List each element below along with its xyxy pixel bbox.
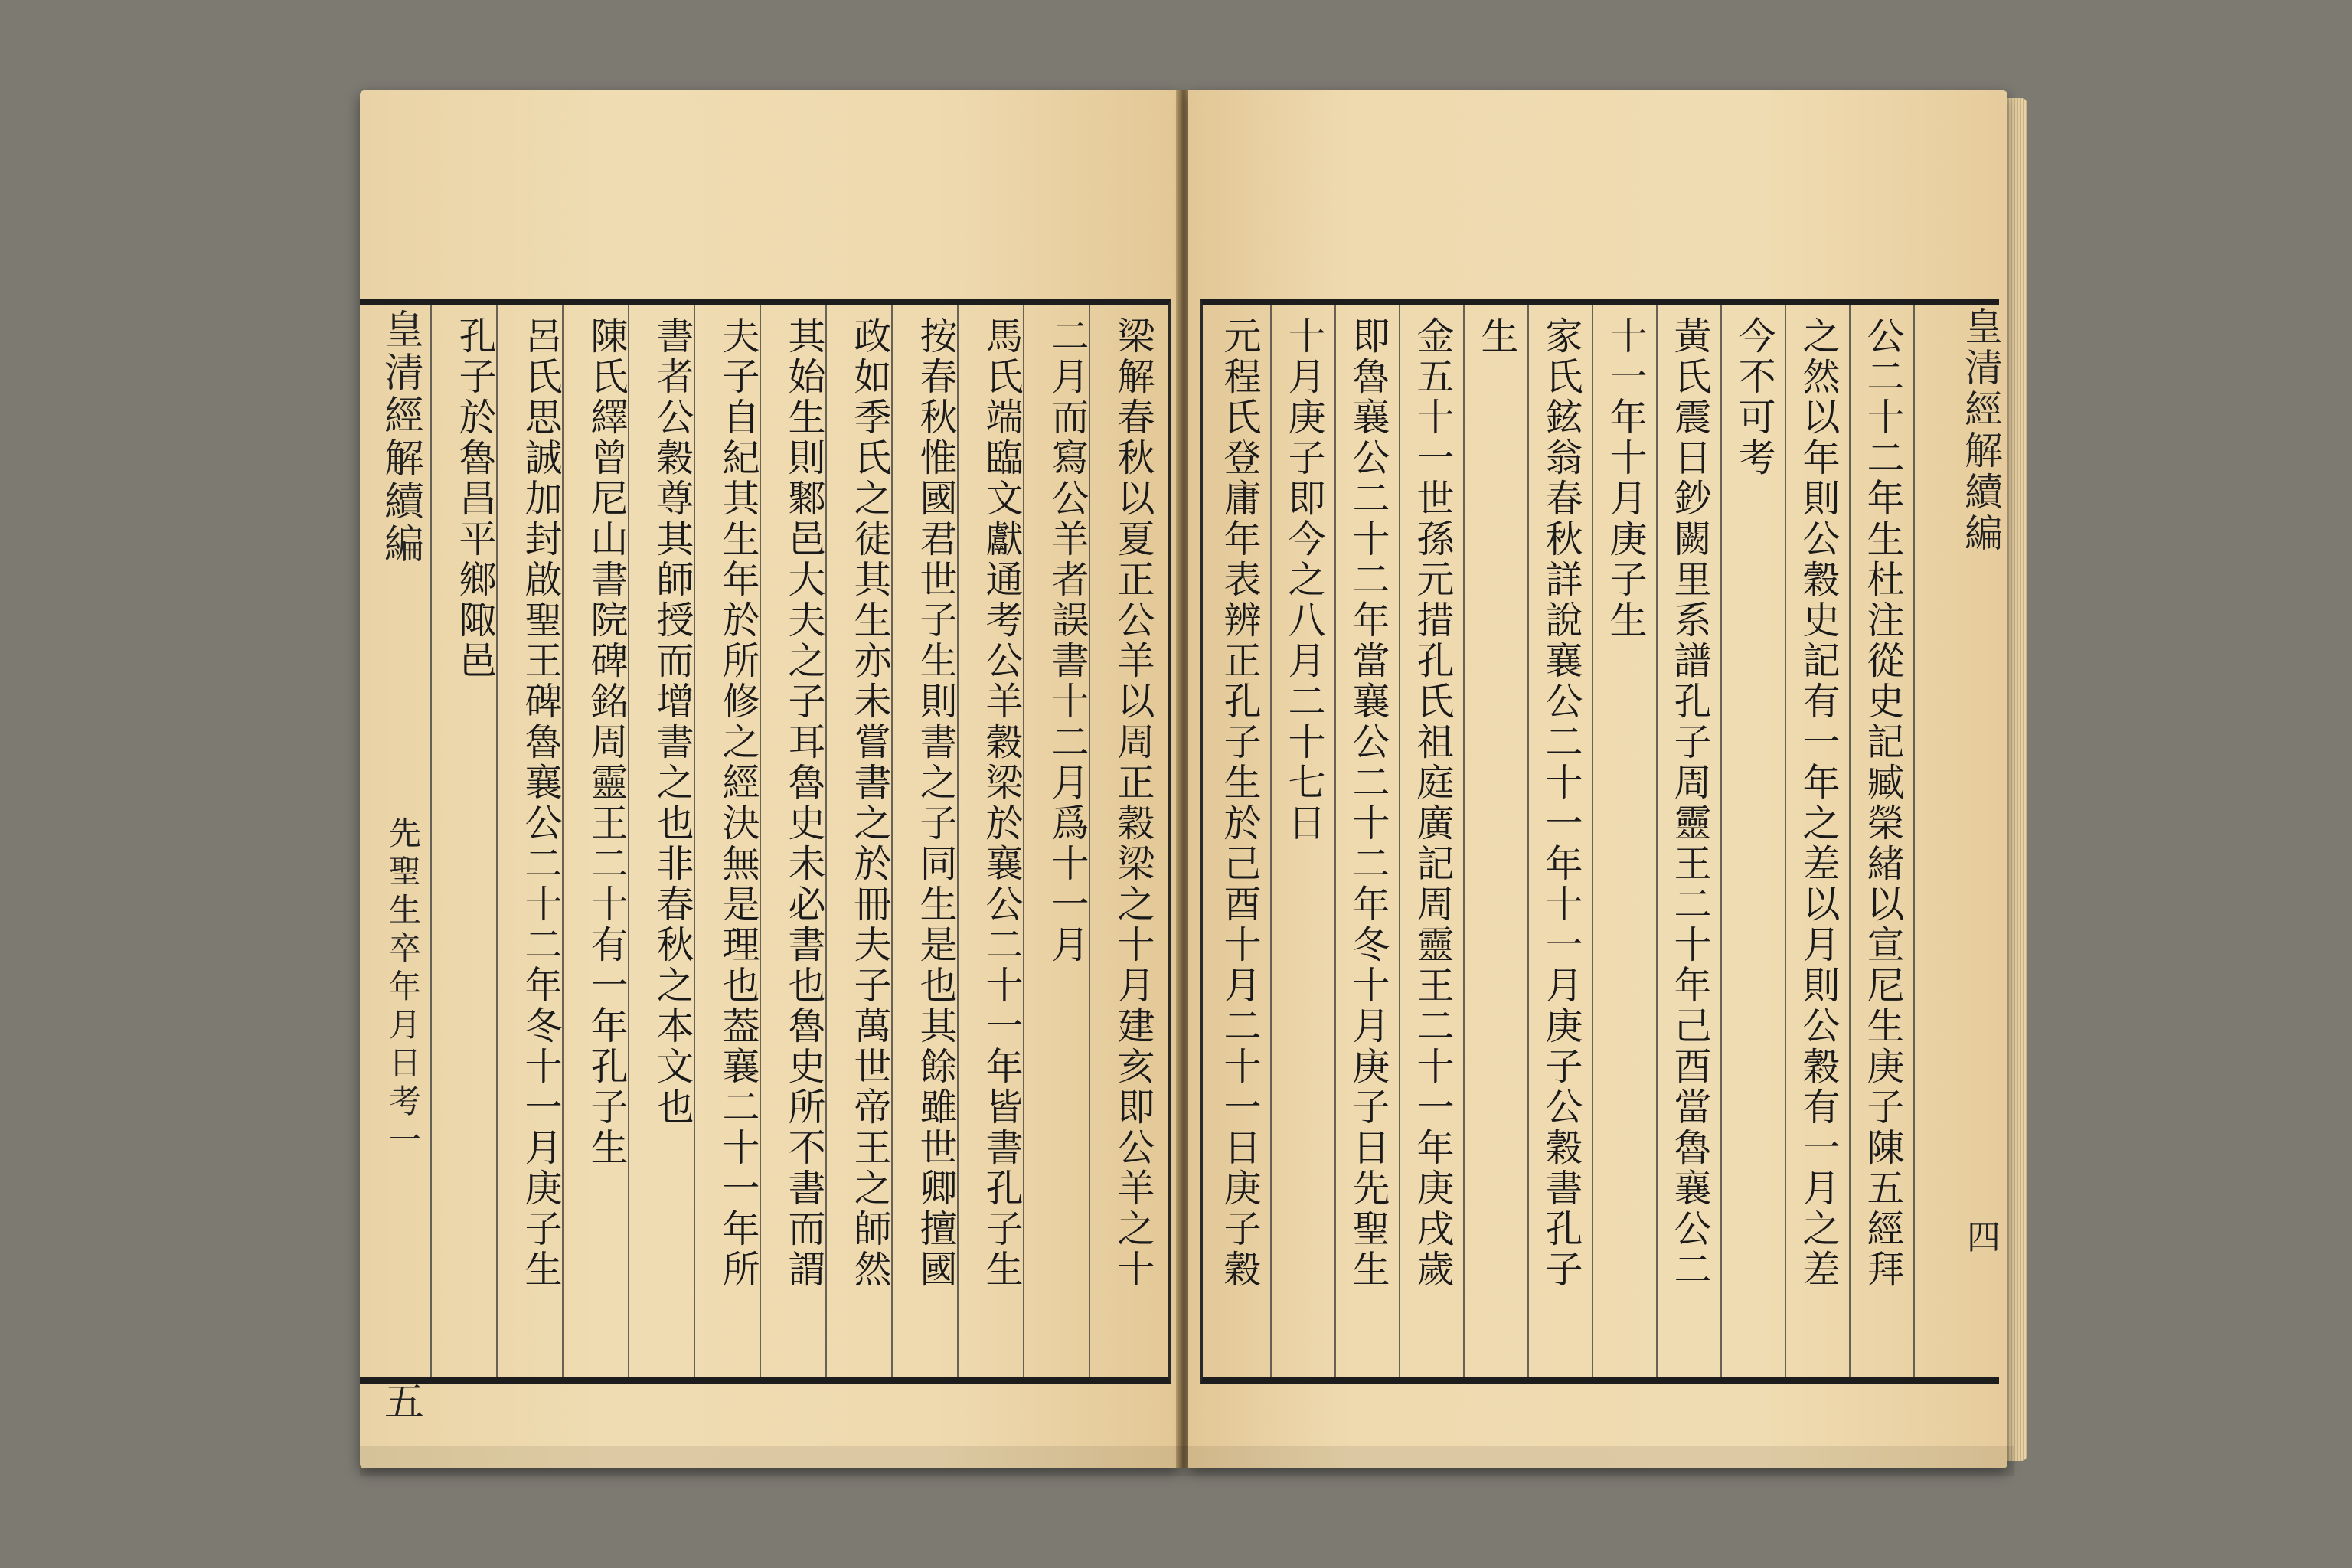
text-column: 黃氏震日鈔闕里系譜孔子周靈王二十年己酉當魯襄公二 xyxy=(1674,315,1712,1292)
book-title: 皇清經解續編 xyxy=(384,308,424,568)
text-column: 今不可考 xyxy=(1738,315,1776,480)
right-page-margin xyxy=(1960,306,2007,1370)
text-column: 元程氏登庸年表辨正孔子生於己酉十月二十一日庚子穀 xyxy=(1223,315,1262,1292)
text-column: 其始生則鄹邑大夫之子耳魯史未必書也魯史所不書而謂 xyxy=(788,315,826,1292)
text-column: 書者公穀尊其師授而增書之也非春秋之本文也 xyxy=(656,315,694,1129)
book-title: 皇清經解續編 xyxy=(1965,305,2003,556)
text-column: 家氏鉉翁春秋詳說襄公二十一年十一月庚子公穀書孔子 xyxy=(1545,315,1583,1292)
text-column: 之然以年則公穀史記有一年之差以月則公穀有一月之差 xyxy=(1802,315,1841,1292)
text-column: 馬氏端臨文獻通考公羊穀梁於襄公二十一年皆書孔子生 xyxy=(985,315,1024,1292)
page-shadow xyxy=(360,1446,2014,1476)
left-page-margin xyxy=(378,308,430,1426)
open-book xyxy=(360,83,2014,1476)
left-text-frame xyxy=(360,299,1171,1384)
text-column: 梁解春秋以夏正公羊以周正穀梁之十月建亥即公羊之十 xyxy=(1117,315,1155,1292)
text-column: 夫子自紀其生年於所修之經決無是理也葢襄二十一年所 xyxy=(722,315,760,1292)
text-column: 呂氏思誠加封啟聖王碑魯襄公二十二年冬十一月庚子生 xyxy=(524,315,563,1292)
text-column: 陳氏繹曾尼山書院碑銘周靈王二十有一年孔子生 xyxy=(590,315,629,1170)
left-page xyxy=(360,90,1179,1468)
text-column: 二月而寫公羊者誤書十二月爲十一月 xyxy=(1051,315,1089,967)
text-column: 生 xyxy=(1481,315,1519,358)
text-column: 政如季氏之徒其生亦未嘗書之於冊夫子萬世帝王之師然 xyxy=(854,315,892,1292)
text-column: 即魯襄公二十二年當襄公二十二年冬十月庚子日先聖生 xyxy=(1352,315,1390,1292)
page-number: 四 xyxy=(1967,1218,2001,1257)
right-text-frame xyxy=(1200,299,1999,1384)
page-edges xyxy=(2006,98,2027,1461)
text-column: 按春秋惟國君世子生則書之子同生是也其餘雖世卿擅國 xyxy=(920,315,958,1292)
page-number: 五 xyxy=(384,1380,424,1426)
text-column: 十一年十月庚子生 xyxy=(1609,315,1648,642)
text-column: 孔子於魯昌平鄉陬邑 xyxy=(459,315,497,683)
chapter-title: 先聖生卒年月日考一 xyxy=(388,815,421,1158)
text-column: 金五十一世孫元措孔氏祖庭廣記周靈王二十一年庚戌歲 xyxy=(1416,315,1455,1292)
text-column: 十月庚子即今之八月二十七日 xyxy=(1288,315,1326,845)
text-column: 公二十二年生杜注從史記臧榮緒以宣尼生庚子陳五經拜 xyxy=(1867,315,1905,1292)
right-page xyxy=(1188,90,2007,1468)
